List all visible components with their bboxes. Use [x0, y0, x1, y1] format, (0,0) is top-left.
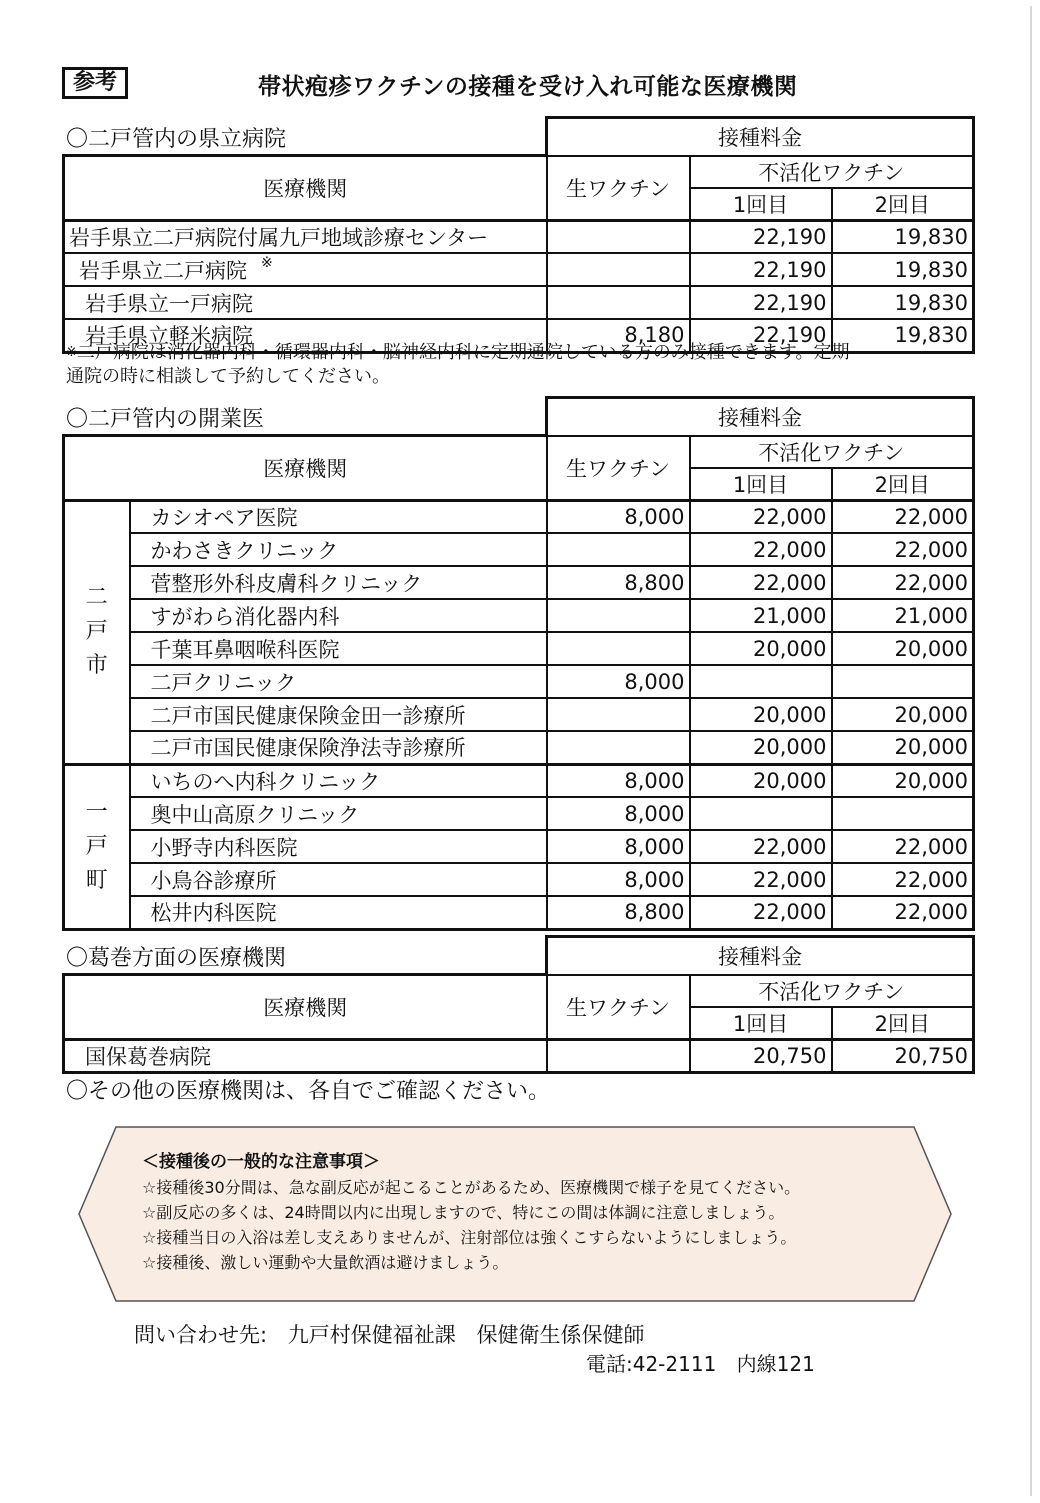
other-institutions-note: 〇その他の医療機関は、各自でご確認ください。: [66, 1079, 551, 1104]
dose2-fee: 20,000: [832, 731, 974, 764]
live-fee: [547, 1039, 690, 1072]
section-label-prefectural: 〇二戸管内の県立病院: [66, 127, 287, 152]
table-row: [64, 731, 974, 764]
caution-item: ☆副反応の多くは、24時間以内に出現しますので、特にこの間は体調に注意しましょう。: [142, 1203, 785, 1222]
dose1-fee: 20,750: [690, 1039, 832, 1072]
caution-item: ☆接種後、激しい運動や大量飲酒は避けましょう。: [142, 1253, 509, 1272]
institution-name: 岩手県立軽米病院: [64, 319, 547, 352]
dose2-fee: 19,830: [832, 220, 974, 253]
dose1-fee: 22,190: [690, 253, 832, 286]
table-row: [64, 1039, 974, 1072]
dose1-fee: [690, 665, 832, 698]
institution-name: 小野寺内科医院: [130, 830, 547, 863]
dose1-header: 1回目: [690, 468, 832, 501]
live-vaccine-header: 生ワクチン: [547, 156, 690, 221]
dose2-fee: 21,000: [832, 599, 974, 632]
live-vaccine-header: 生ワクチン: [547, 436, 690, 501]
dose2-fee: [832, 665, 974, 698]
institution-name: カシオペア医院: [130, 500, 547, 533]
dose2-fee: 20,000: [832, 698, 974, 731]
live-fee: 8,000: [547, 797, 690, 830]
dose2-fee: 22,000: [832, 863, 974, 896]
dose1-fee: 22,190: [690, 220, 832, 253]
dose1-fee: 22,000: [690, 863, 832, 896]
dose2-fee: 20,000: [832, 632, 974, 665]
table-row: [64, 220, 974, 253]
dose2-fee: 22,000: [832, 533, 974, 566]
institution-name: 岩手県立一戸病院: [64, 286, 547, 319]
institution-header: 医療機関: [64, 156, 547, 221]
section-label-private: 〇二戸管内の開業医: [66, 407, 265, 432]
institution-name: すがわら消化器内科: [130, 599, 547, 632]
institution-name: 奥中山高原クリニック: [130, 797, 547, 830]
live-fee: [547, 253, 690, 286]
institution-header: 医療機関: [64, 436, 547, 501]
contact-role: 保健衛生係保健師: [476, 1323, 645, 1347]
institution-name: かわさきクリニック: [130, 533, 547, 566]
table-row: [64, 665, 974, 698]
section-label-kuzumaki: 〇葛巻方面の医療機関: [66, 946, 287, 971]
contact-line: [134, 1319, 644, 1349]
table-row: [64, 698, 974, 731]
dose1-fee: 22,000: [690, 830, 832, 863]
dose2-header: 2回目: [832, 188, 974, 221]
institution-name: 菅整形外科皮膚科クリニック: [130, 566, 547, 599]
dose1-fee: 20,000: [690, 698, 832, 731]
live-vaccine-header: 生ワクチン: [547, 975, 690, 1040]
prefectural-hospital-table: [62, 116, 975, 354]
table-row: [64, 533, 974, 566]
dose1-header: 1回目: [690, 188, 832, 221]
contact-label: 問い合わせ先:: [134, 1323, 268, 1347]
live-fee: [547, 698, 690, 731]
caution-box: [78, 1126, 952, 1302]
dose1-fee: [690, 797, 832, 830]
dose2-header: 2回目: [832, 1007, 974, 1040]
phone-line: [586, 1348, 815, 1377]
dose1-fee: 22,000: [690, 566, 832, 599]
note-mark: ※: [261, 254, 273, 271]
institution-name: 二戸市国民健康保険金田一診療所: [130, 698, 547, 731]
table-row: [64, 797, 974, 830]
dose2-fee: 19,830: [832, 286, 974, 319]
table-row: [64, 632, 974, 665]
caution-item: ☆接種当日の入浴は差し支えありませんが、注射部位は強くこすらないようにしましょう。: [142, 1228, 797, 1247]
institution-name: 二戸市国民健康保険浄法寺診療所: [130, 731, 547, 764]
live-fee: 8,000: [547, 764, 690, 797]
dose1-fee: 22,000: [690, 500, 832, 533]
fee-header: 接種料金: [547, 118, 974, 156]
table-row: [64, 500, 974, 533]
institution-name: 二戸クリニック: [130, 665, 547, 698]
reference-badge: 参考: [62, 67, 128, 99]
dose1-fee: 22,000: [690, 533, 832, 566]
table-row: [64, 286, 974, 319]
dose1-header: 1回目: [690, 1007, 832, 1040]
live-fee: 8,000: [547, 863, 690, 896]
dose2-fee: [832, 797, 974, 830]
inactivated-vaccine-header: 不活化ワクチン: [690, 156, 974, 188]
dose2-fee: 20,750: [832, 1039, 974, 1072]
live-fee: 8,180: [547, 319, 690, 352]
dose2-header: 2回目: [832, 468, 974, 501]
inactivated-vaccine-header: 不活化ワクチン: [690, 436, 974, 468]
institution-name: 岩手県立二戸病院 ※: [64, 253, 547, 286]
page-title: 帯状疱疹ワクチンの接種を受け入れ可能な医療機関: [258, 74, 798, 100]
note-mark: ※: [66, 345, 77, 360]
live-fee: 8,000: [547, 500, 690, 533]
institution-name: 小鳥谷診療所: [130, 863, 547, 896]
private-clinic-table: [62, 396, 975, 931]
contact-phone: 電話:42-2111: [586, 1352, 717, 1376]
dose1-fee: 20,000: [690, 632, 832, 665]
dose2-fee: 22,000: [832, 500, 974, 533]
institution-name: 国保葛巻病院: [64, 1039, 547, 1072]
live-fee: [547, 632, 690, 665]
table-row: [64, 764, 974, 797]
live-fee: 8,800: [547, 896, 690, 929]
caution-title: ＜接種後の一般的な注意事項＞: [142, 1152, 380, 1172]
live-fee: [547, 599, 690, 632]
table-row: [64, 566, 974, 599]
caution-item: ☆接種後30分間は、急な副反応が起こることがあるため、医療機関で様子を見てください。: [142, 1178, 801, 1197]
dose2-fee: 19,830: [832, 319, 974, 352]
institution-name: 岩手県立二戸病院付属九戸地域診療センター: [64, 220, 547, 253]
live-fee: [547, 731, 690, 764]
dose1-fee: 20,000: [690, 731, 832, 764]
table-row: [64, 863, 974, 896]
contact-extension: 内線121: [736, 1352, 815, 1376]
dose1-fee: 20,000: [690, 764, 832, 797]
dose1-fee: 22,000: [690, 896, 832, 929]
fee-header: 接種料金: [547, 398, 974, 436]
institution-name: 千葉耳鼻咽喉科医院: [130, 632, 547, 665]
table-row: [64, 253, 974, 286]
live-fee: [547, 220, 690, 253]
kuzumaki-table: [62, 935, 975, 1074]
fee-header: 接種料金: [547, 937, 974, 975]
live-fee: 8,800: [547, 566, 690, 599]
institution-header: 医療機関: [64, 975, 547, 1040]
dose2-fee: 22,000: [832, 896, 974, 929]
city-label-ichinohe: 一 戸 町: [64, 764, 130, 929]
dose2-fee: 22,000: [832, 830, 974, 863]
table-row: [64, 830, 974, 863]
dose2-fee: 19,830: [832, 253, 974, 286]
live-fee: [547, 533, 690, 566]
inactivated-vaccine-header: 不活化ワクチン: [690, 975, 974, 1007]
contact-dept: 九戸村保健福祉課: [287, 1323, 456, 1347]
prefectural-note: ※二戸病院は消化器内科・循環器内科・脳神経内科に定期通院している方のみ接種できます。定期 通院の時に相談して予約してください。: [66, 342, 850, 387]
live-fee: 8,000: [547, 665, 690, 698]
dose1-fee: 22,190: [690, 286, 832, 319]
dose1-fee: 21,000: [690, 599, 832, 632]
live-fee: 8,000: [547, 830, 690, 863]
live-fee: [547, 286, 690, 319]
table-row: [64, 896, 974, 929]
table-row: [64, 599, 974, 632]
institution-name: いちのへ内科クリニック: [130, 764, 547, 797]
dose2-fee: 20,000: [832, 764, 974, 797]
dose1-fee: 22,190: [690, 319, 832, 352]
dose2-fee: 22,000: [832, 566, 974, 599]
city-label-ninohe: 二 戸 市: [64, 500, 130, 764]
institution-name: 松井内科医院: [130, 896, 547, 929]
